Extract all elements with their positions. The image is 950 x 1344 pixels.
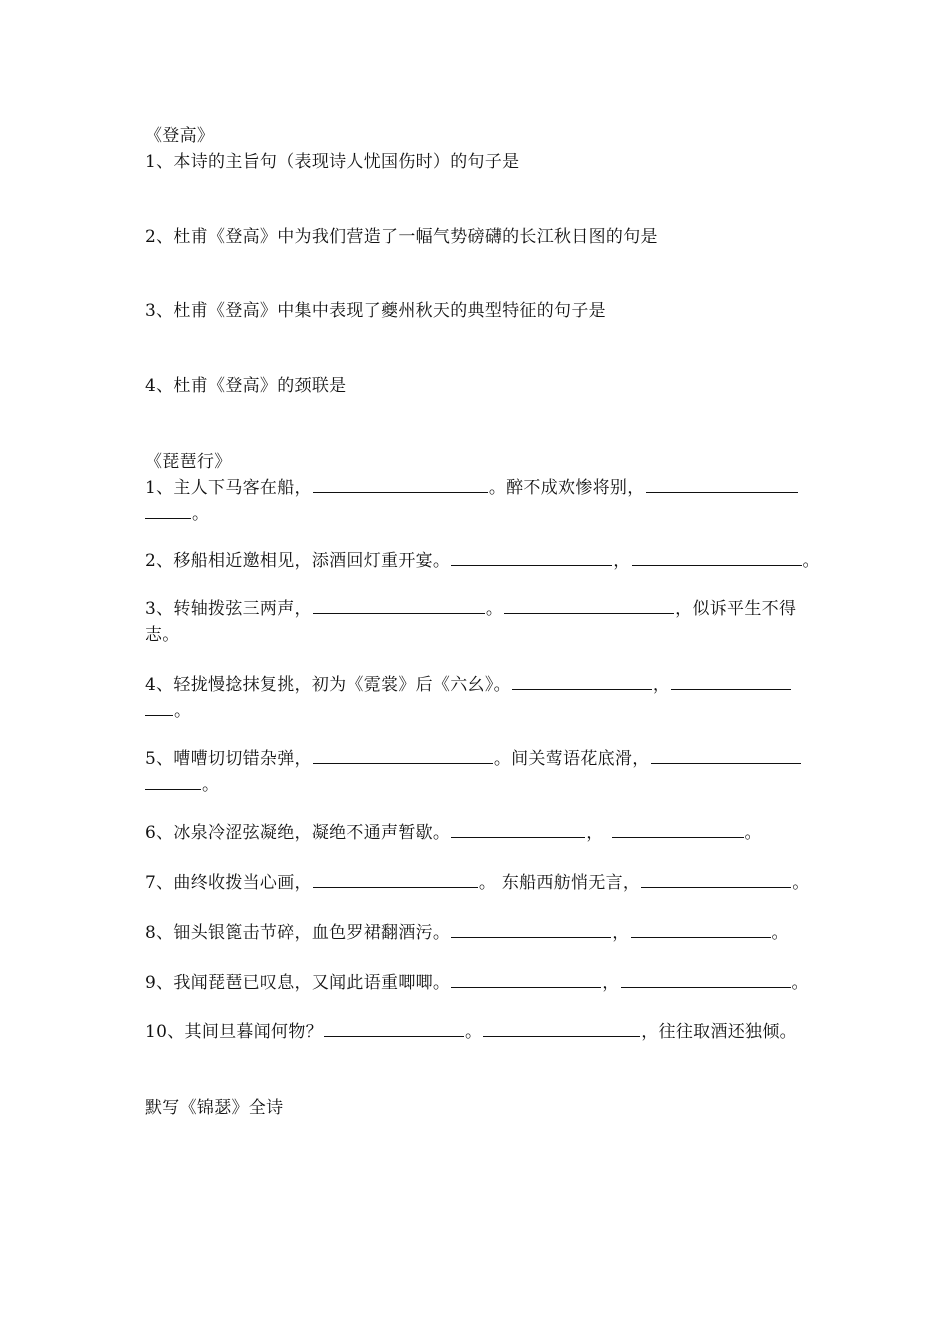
question-text: 。 — [485, 599, 504, 619]
answer-blank[interactable] — [646, 477, 798, 493]
question-text: 。 — [464, 1022, 483, 1042]
pipa-question-3 — [145, 598, 796, 620]
question-text: 9、我闻琵琶已叹息，又闻此语重唧唧。 — [145, 973, 451, 993]
pipa-question-1-cont — [145, 503, 209, 525]
question-text: ， — [612, 923, 630, 943]
answer-blank[interactable] — [451, 972, 601, 988]
question-text: 5、嘈嘈切切错杂弹， — [145, 749, 312, 769]
question-text: 4、轻拢慢捻抹复挑，初为《霓裳》后《六幺》。 — [145, 675, 511, 695]
pipa-question-9 — [145, 972, 809, 994]
answer-blank[interactable] — [313, 748, 493, 764]
answer-blank[interactable] — [631, 922, 771, 938]
answer-blank[interactable] — [324, 1021, 464, 1037]
answer-blank[interactable] — [451, 922, 611, 938]
question-text: 。醉不成欢惨将别， — [488, 478, 645, 498]
pipa-question-6 — [145, 822, 762, 844]
answer-blank[interactable] — [145, 700, 173, 716]
question-text: ，往往取酒还独倾。 — [641, 1022, 797, 1042]
answer-blank[interactable] — [504, 598, 674, 614]
answer-blank[interactable] — [313, 598, 485, 614]
pipa-question-7 — [145, 872, 810, 894]
question-text: 。 东船西舫悄无言， — [478, 873, 641, 893]
section-title-pipa: 《琵琶行》 — [145, 452, 232, 472]
answer-blank[interactable] — [451, 550, 612, 566]
question-text: 。 — [771, 923, 789, 943]
question-text: 1、主人下马客在船， — [145, 478, 312, 498]
question-text: 。 — [802, 551, 820, 571]
answer-blank[interactable] — [313, 477, 488, 493]
answer-blank[interactable] — [313, 872, 478, 888]
question-text: 。 — [744, 823, 762, 843]
question-text: 。 — [792, 873, 810, 893]
question-text: 8、钿头银篦击节碎，血色罗裙翻酒污。 — [145, 923, 451, 943]
pipa-question-5 — [145, 748, 802, 770]
answer-blank[interactable] — [451, 822, 585, 838]
answer-blank[interactable] — [632, 550, 802, 566]
question-text: 。 — [174, 701, 192, 721]
denggao-question-3: 3、杜甫《登高》中集中表现了夔州秋天的典型特征的句子是 — [145, 301, 606, 321]
pipa-question-4-cont — [145, 700, 191, 722]
section-title-jinse: 默写《锦瑟》全诗 — [145, 1098, 284, 1118]
question-text: 。间关莺语花底滑， — [493, 749, 650, 769]
pipa-question-5-cont — [145, 774, 219, 796]
question-text: 2、移船相近邀相见，添酒回灯重开宴。 — [145, 551, 451, 571]
answer-blank[interactable] — [621, 972, 791, 988]
denggao-question-2: 2、杜甫《登高》中为我们营造了一幅气势磅礴的长江秋日图的句是 — [145, 227, 658, 247]
section-title-denggao: 《登高》 — [145, 126, 215, 146]
pipa-question-1 — [145, 477, 799, 499]
pipa-question-3-cont: 志。 — [145, 625, 180, 645]
answer-blank[interactable] — [671, 674, 791, 690]
denggao-question-4: 4、杜甫《登高》的颈联是 — [145, 376, 347, 396]
question-text: ， — [652, 675, 671, 695]
answer-blank[interactable] — [641, 872, 791, 888]
pipa-question-4 — [145, 674, 792, 696]
answer-blank[interactable] — [612, 822, 744, 838]
question-text: 10、其间旦暮闻何物？ — [145, 1022, 323, 1042]
question-text: ， — [613, 551, 631, 571]
question-text: ， — [586, 823, 604, 843]
answer-blank[interactable] — [651, 748, 801, 764]
answer-blank[interactable] — [512, 674, 652, 690]
answer-blank[interactable] — [483, 1021, 640, 1037]
answer-blank[interactable] — [145, 503, 191, 519]
pipa-question-2 — [145, 550, 820, 572]
question-text: 6、冰泉冷涩弦凝绝，凝绝不通声暂歇。 — [145, 823, 451, 843]
denggao-question-1: 1、本诗的主旨句（表现诗人忧国伤时）的句子是 — [145, 152, 520, 172]
pipa-question-8 — [145, 922, 789, 944]
pipa-question-10 — [145, 1021, 797, 1043]
answer-blank[interactable] — [145, 774, 201, 790]
question-text: ，似诉平生不得 — [675, 599, 797, 619]
question-text: 3、转轴拨弦三两声， — [145, 599, 312, 619]
question-text: 7、曲终收拨当心画， — [145, 873, 312, 893]
question-text: 。 — [192, 504, 210, 524]
question-text: 。 — [202, 775, 220, 795]
question-text: ， — [602, 973, 620, 993]
question-text: 。 — [791, 973, 809, 993]
